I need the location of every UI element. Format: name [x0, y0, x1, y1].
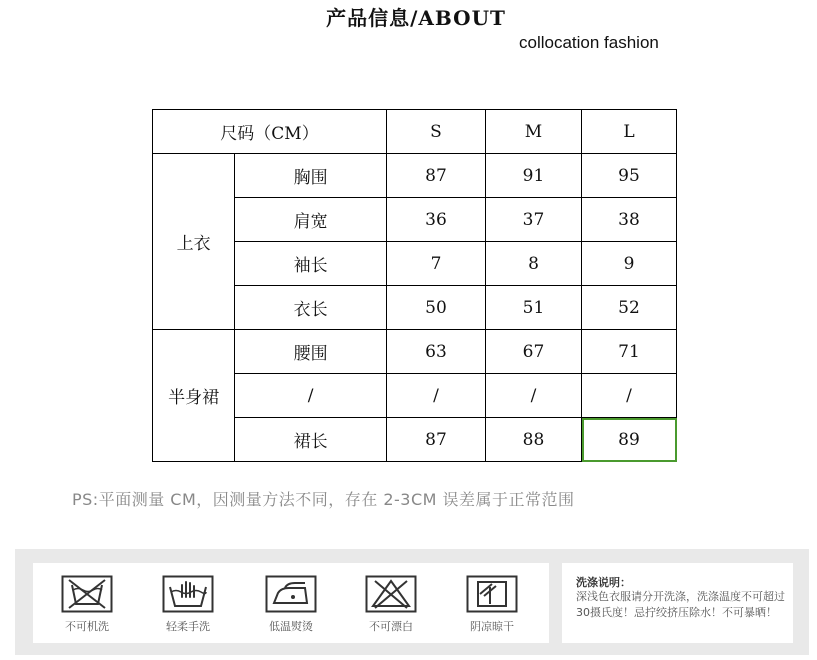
row-item: 腰围: [235, 330, 387, 374]
care-item: [47, 575, 127, 634]
cell-m: /: [486, 374, 582, 418]
cell-m: 51: [486, 286, 582, 330]
care-item: [251, 575, 331, 634]
care-item: [148, 575, 228, 634]
cell-s: 7: [387, 242, 486, 286]
wash-instructions-panel: [562, 563, 793, 643]
cell-l: 71: [582, 330, 677, 374]
cell-s: 36: [387, 198, 486, 242]
page-subtitle: collocation fashion: [519, 33, 659, 52]
care-label: 不可漂白: [369, 620, 413, 633]
gentle-hand-wash-icon: [162, 575, 214, 613]
cell-m: 37: [486, 198, 582, 242]
measurement-note: PS:平面测量 CM，因测量方法不同，存在 2-3CM 误差属于正常范围: [72, 490, 575, 509]
cell-l: /: [582, 374, 677, 418]
cell-m: 91: [486, 154, 582, 198]
cell-m: 8: [486, 242, 582, 286]
no-bleach-icon: [365, 575, 417, 613]
care-label: 不可机洗: [65, 620, 109, 633]
table-row: [153, 154, 677, 198]
row-item: 裙长: [235, 418, 387, 462]
page-title: 产品信息/ABOUT: [326, 6, 506, 30]
cell-s: 87: [387, 418, 486, 462]
size-table: [152, 109, 677, 462]
row-item: 肩宽: [235, 198, 387, 242]
wash-instructions-text: 深浅色衣服请分开洗涤，洗涤温度不可超过30摄氏度！忌拧绞挤压除水！不可暴晒！: [576, 590, 785, 619]
cell-l: 9: [582, 242, 677, 286]
size-header-l: L: [582, 110, 677, 154]
care-label: 低温熨烫: [269, 620, 313, 633]
cell-l: 52: [582, 286, 677, 330]
care-label: 轻柔手洗: [166, 620, 210, 633]
cell-l-selected[interactable]: 89: [582, 418, 677, 462]
no-machine-wash-icon: [61, 575, 113, 613]
row-item: 胸围: [235, 154, 387, 198]
size-header-s: S: [387, 110, 486, 154]
cell-s: 63: [387, 330, 486, 374]
size-header-label: 尺码（CM）: [153, 110, 387, 154]
size-header-m: M: [486, 110, 582, 154]
group-label-skirt: 半身裙: [153, 330, 235, 462]
cell-s: 87: [387, 154, 486, 198]
cell-s: 50: [387, 286, 486, 330]
cell-l: 38: [582, 198, 677, 242]
care-label: 阴凉晾干: [470, 620, 514, 633]
group-label-top: 上衣: [153, 154, 235, 330]
table-header-row: [153, 110, 677, 154]
care-item: [351, 575, 431, 634]
wash-instructions-title: 洗涤说明：: [576, 576, 631, 589]
row-item: 衣长: [235, 286, 387, 330]
care-item: [452, 575, 532, 634]
shade-dry-icon: [466, 575, 518, 613]
table-row: [153, 330, 677, 374]
low-temp-iron-icon: [265, 575, 317, 613]
row-item: 袖长: [235, 242, 387, 286]
cell-m: 88: [486, 418, 582, 462]
cell-s: /: [387, 374, 486, 418]
cell-m: 67: [486, 330, 582, 374]
care-icons-panel: [33, 563, 549, 643]
row-item: /: [235, 374, 387, 418]
cell-l: 95: [582, 154, 677, 198]
